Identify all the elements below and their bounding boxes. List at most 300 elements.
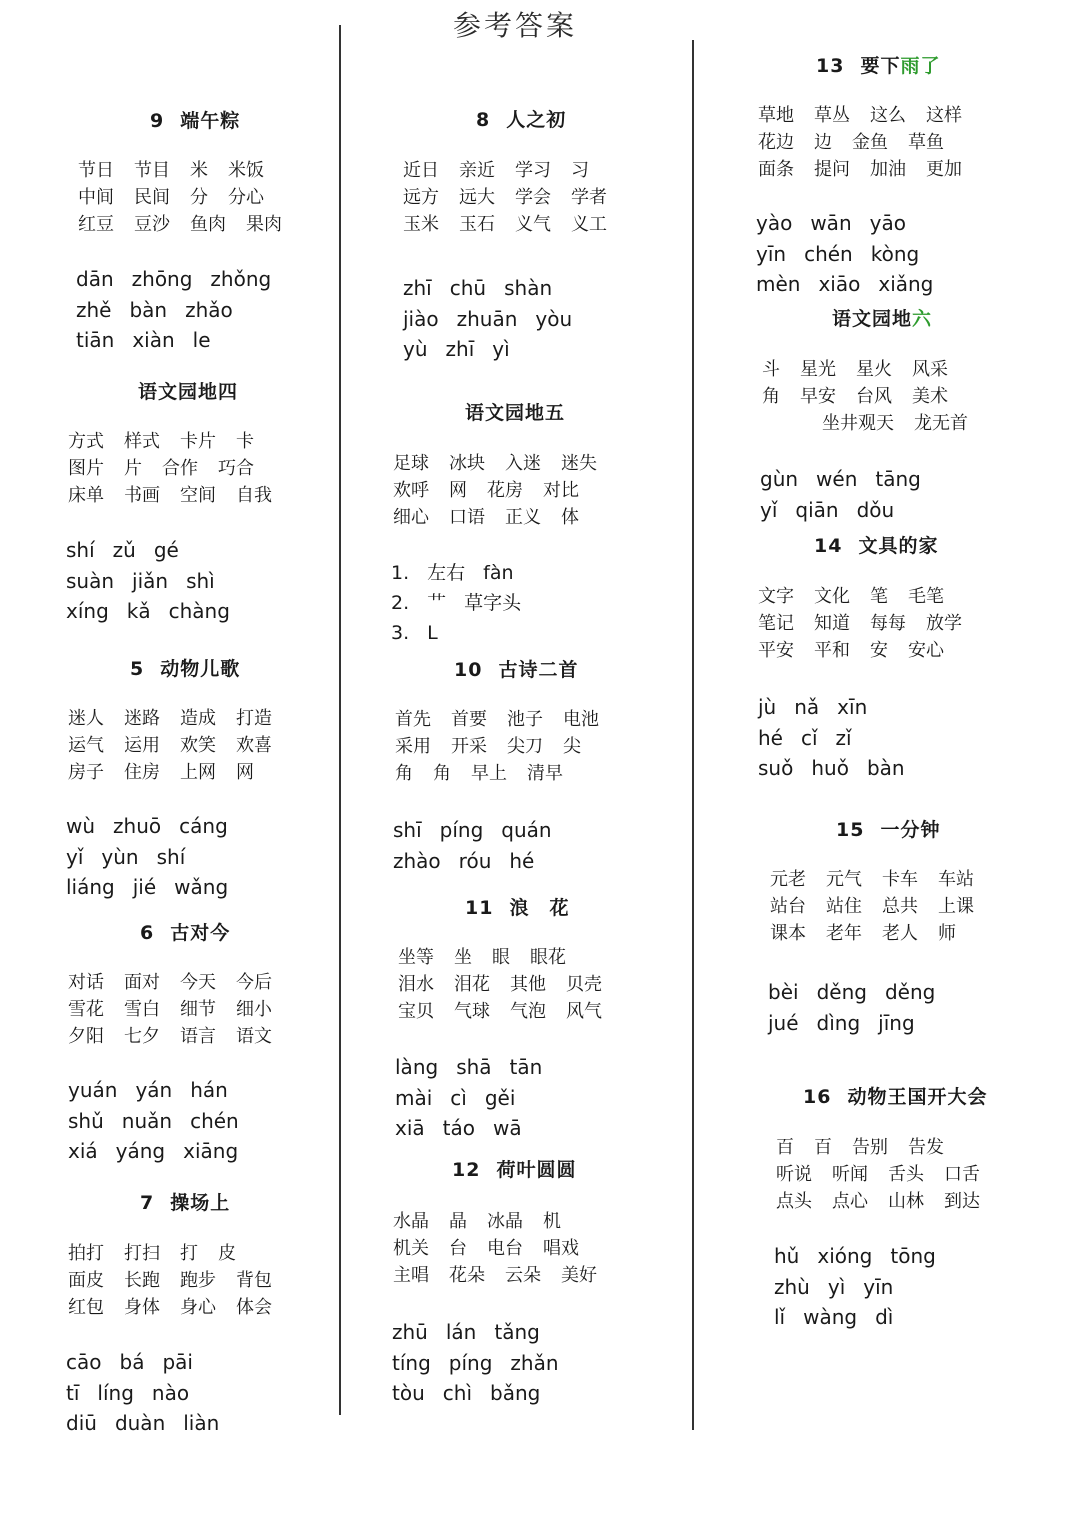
pinyin-list-s9	[76, 264, 289, 356]
section-title-s8	[476, 105, 566, 132]
pinyin-row	[68, 1136, 257, 1167]
word-item: 巧合	[218, 458, 254, 479]
word-item: 文化	[814, 586, 850, 607]
word-item: 安	[870, 640, 888, 661]
word-item: 点心	[832, 1191, 868, 1212]
word-item: 七夕	[124, 1026, 160, 1047]
word-item: 星火	[856, 359, 892, 380]
word-item: 课本	[770, 923, 806, 944]
word-item: 角	[433, 763, 451, 784]
word-item: 义工	[571, 214, 607, 235]
word-row	[758, 102, 982, 129]
word-item: 亲近	[459, 160, 495, 181]
pinyin-item: yòu	[535, 306, 573, 331]
pinyin-item: jù	[758, 695, 777, 719]
pinyin-item: nào	[151, 1380, 190, 1405]
section-title-ywyd4	[138, 377, 238, 404]
word-item: 泪花	[454, 974, 490, 995]
pinyin-row	[76, 325, 289, 356]
word-row	[395, 706, 619, 733]
word-list-ywyd6	[762, 356, 988, 437]
pinyin-item: lǐ	[774, 1305, 786, 1329]
word-row	[393, 450, 617, 477]
pinyin-item: xióng	[817, 1244, 873, 1268]
answer-row	[391, 558, 539, 588]
pinyin-item: xiā	[395, 1116, 425, 1140]
word-item: 对话	[68, 972, 104, 993]
word-item: 平和	[814, 640, 850, 661]
pinyin-item: zǔ	[112, 538, 136, 562]
word-item: 口语	[449, 507, 485, 528]
section-title-s16	[803, 1082, 987, 1109]
pinyin-item: mèn	[756, 272, 801, 296]
pinyin-item: róu	[458, 848, 492, 873]
pinyin-item: wàng	[803, 1305, 858, 1329]
pinyin-item: hán	[190, 1078, 228, 1102]
section-name: 古对今	[170, 922, 231, 944]
word-item: 学者	[571, 187, 607, 208]
answer-item: fàn	[483, 562, 514, 584]
pinyin-row	[774, 1302, 954, 1333]
word-row	[78, 184, 302, 211]
pinyin-item: xiá	[68, 1139, 98, 1163]
word-item: 红豆	[78, 214, 114, 235]
word-item: 身心	[180, 1297, 216, 1318]
word-item: 中间	[78, 187, 114, 208]
section-title-s5	[130, 654, 240, 681]
word-item: 远方	[403, 187, 439, 208]
answer-item: 艹	[427, 592, 447, 614]
pinyin-row	[66, 596, 248, 627]
word-item: 水晶	[393, 1211, 429, 1232]
word-item: 笔	[870, 586, 888, 607]
word-item: 花边	[758, 132, 794, 153]
word-item: 尖	[563, 736, 581, 757]
word-item: 风采	[912, 359, 948, 380]
word-item: 平安	[758, 640, 794, 661]
word-item: 豆沙	[134, 214, 170, 235]
pinyin-row	[68, 1106, 257, 1137]
word-row	[393, 477, 617, 504]
word-list-s14	[758, 583, 982, 664]
word-item: 老人	[882, 923, 918, 944]
word-item: 分	[190, 187, 208, 208]
pinyin-item: kǎ	[126, 599, 151, 623]
word-row	[758, 637, 982, 664]
word-item: 学会	[515, 187, 551, 208]
pinyin-item: yù	[403, 337, 428, 361]
pinyin-item: táo	[442, 1116, 475, 1140]
word-item: 卡片	[180, 431, 216, 452]
pinyin-item: yuán	[68, 1078, 118, 1102]
word-item: 分心	[228, 187, 264, 208]
word-item: 玉米	[403, 214, 439, 235]
column-divider-left	[339, 25, 341, 1415]
word-item: 角	[395, 763, 413, 784]
pinyin-row	[768, 977, 953, 1008]
word-row	[403, 184, 627, 211]
word-item: 龙无首	[914, 413, 968, 434]
pinyin-item: shí	[156, 844, 186, 869]
pinyin-row	[760, 495, 939, 526]
word-item: 主唱	[393, 1265, 429, 1286]
word-list-s6	[68, 969, 292, 1050]
pinyin-row	[758, 692, 923, 723]
pinyin-item: pāi	[162, 1350, 193, 1374]
pinyin-item: bá	[119, 1350, 145, 1374]
pinyin-item: zhuō	[113, 814, 162, 838]
pinyin-item: huǒ	[811, 756, 849, 780]
word-list-s13	[758, 102, 982, 183]
pinyin-item: xiāng	[183, 1139, 239, 1163]
pinyin-list-s13	[756, 208, 951, 300]
word-row	[78, 157, 302, 184]
pinyin-item: yǐ	[66, 844, 84, 869]
pinyin-list-s5	[66, 811, 246, 903]
word-item: 云朵	[505, 1265, 541, 1286]
word-row	[68, 482, 292, 509]
word-row	[68, 1267, 292, 1294]
pinyin-row	[393, 846, 570, 877]
pinyin-item: jué	[768, 1010, 799, 1035]
word-item: 今后	[236, 972, 272, 993]
word-row	[395, 760, 619, 787]
word-item: 雪花	[68, 999, 104, 1020]
word-item: 师	[938, 923, 956, 944]
word-item: 机关	[393, 1238, 429, 1259]
word-row	[776, 1161, 1000, 1188]
pinyin-row	[774, 1241, 954, 1272]
pinyin-list-ywyd4	[66, 535, 248, 627]
answer-item: 2.	[391, 592, 410, 614]
word-item: 花朵	[449, 1265, 485, 1286]
word-item: 眼	[492, 947, 510, 968]
word-item: 夕阳	[68, 1026, 104, 1047]
word-item: 合作	[162, 458, 198, 479]
word-list-s11	[398, 944, 622, 1025]
word-item: 边	[814, 132, 832, 153]
pinyin-list-s6	[68, 1075, 257, 1167]
pinyin-item: jīng	[878, 1010, 915, 1035]
pinyin-item: chū	[449, 276, 487, 300]
word-list-s7	[68, 1240, 292, 1321]
word-item: 宝贝	[398, 1001, 434, 1022]
word-item: 斗	[762, 359, 780, 380]
word-row	[393, 1262, 617, 1289]
word-item: 坐井观天	[822, 413, 894, 434]
pinyin-item: yǐ	[760, 497, 778, 522]
word-item: 节日	[78, 160, 114, 181]
pinyin-row	[758, 753, 923, 784]
word-item: 机	[543, 1211, 561, 1232]
word-row	[68, 1240, 292, 1267]
word-item: 入迷	[505, 453, 541, 474]
pinyin-item: tī	[66, 1380, 80, 1405]
pinyin-item: le	[192, 328, 211, 352]
section-name: 操场上	[170, 1192, 231, 1214]
word-row	[68, 705, 292, 732]
word-item: 远大	[459, 187, 495, 208]
pinyin-item: zhū	[392, 1320, 428, 1344]
section-number: 9	[150, 110, 165, 132]
pinyin-list-s10	[393, 815, 570, 876]
section-title-s10	[454, 655, 578, 682]
word-item: 提问	[814, 159, 850, 180]
word-row	[395, 733, 619, 760]
section-title-s11	[465, 893, 569, 920]
word-item: 民间	[134, 187, 170, 208]
pinyin-item: zhī	[445, 337, 475, 361]
word-item: 迷路	[124, 708, 160, 729]
pinyin-item: liàn	[183, 1411, 220, 1435]
section-title-s13	[816, 51, 940, 78]
word-item: 毛笔	[908, 586, 944, 607]
pinyin-item: xiāo	[818, 272, 861, 296]
word-item: 体会	[236, 1297, 272, 1318]
answer-row	[391, 618, 539, 648]
word-item: 草鱼	[908, 132, 944, 153]
pinyin-item: shì	[186, 568, 215, 593]
pinyin-item: hé	[758, 725, 783, 750]
section-number: 15	[836, 819, 865, 841]
pinyin-item: wān	[810, 211, 852, 235]
word-item: 红包	[68, 1297, 104, 1318]
word-item: 自我	[236, 485, 272, 506]
word-item: 告别	[852, 1137, 888, 1158]
section-name: 一分钟	[880, 819, 941, 841]
pinyin-row	[392, 1378, 577, 1409]
word-item: 细心	[393, 507, 429, 528]
pinyin-row	[66, 535, 248, 566]
word-item: 台风	[856, 386, 892, 407]
section-name: 文具的家	[858, 535, 939, 557]
pinyin-item: lán	[445, 1320, 477, 1344]
pinyin-item: bàn	[129, 297, 168, 322]
word-list-s9	[78, 157, 302, 238]
word-item: 米	[190, 160, 208, 181]
word-row	[758, 129, 982, 156]
pinyin-item: duàn	[114, 1411, 166, 1435]
pinyin-item: píng	[448, 1350, 493, 1375]
word-item: 正义	[505, 507, 541, 528]
section-name: 要下	[860, 55, 901, 77]
word-item: 语文	[236, 1026, 272, 1047]
section-name: 动物王国开大会	[847, 1086, 988, 1108]
pinyin-item: tíng	[392, 1350, 431, 1375]
word-row	[758, 583, 982, 610]
word-item: 站台	[770, 896, 806, 917]
word-item: 元气	[826, 869, 862, 890]
pinyin-item: wén	[816, 467, 858, 491]
pinyin-row	[774, 1272, 954, 1303]
word-item: 书画	[124, 485, 160, 506]
word-item: 到达	[944, 1191, 980, 1212]
pinyin-item: dǒu	[856, 497, 895, 522]
word-item: 身体	[124, 1297, 160, 1318]
pinyin-row	[66, 811, 246, 842]
pinyin-item: cáng	[179, 814, 228, 838]
pinyin-item: chàng	[168, 599, 230, 623]
word-item: 百	[776, 1137, 794, 1158]
pinyin-item: gěi	[484, 1085, 516, 1110]
section-number: 11	[465, 897, 494, 919]
pinyin-item: yāo	[869, 211, 906, 235]
section-name-highlight: 雨了	[900, 55, 941, 77]
word-row	[398, 998, 622, 1025]
pinyin-item: bǎng	[490, 1381, 541, 1405]
pinyin-item: liáng	[66, 875, 115, 899]
section-name: 浪 花	[509, 897, 570, 919]
pinyin-row	[66, 566, 248, 597]
pinyin-row	[392, 1348, 577, 1379]
word-item: 背包	[236, 1270, 272, 1291]
word-row	[762, 356, 988, 383]
word-list-s16	[776, 1134, 1000, 1215]
word-row	[762, 383, 988, 410]
pinyin-row	[758, 723, 923, 754]
word-item: 习	[571, 160, 589, 181]
word-item: 金鱼	[852, 132, 888, 153]
word-item: 这样	[926, 105, 962, 126]
pinyin-item: tān	[509, 1055, 543, 1079]
word-item: 方式	[68, 431, 104, 452]
section-name: 语文园地四	[138, 381, 239, 403]
pinyin-item: xīn	[837, 695, 868, 719]
pinyin-item: chén	[804, 241, 853, 266]
pinyin-item: chì	[442, 1381, 472, 1405]
pinyin-row	[756, 239, 951, 270]
word-item: 空间	[180, 485, 216, 506]
pinyin-item: tǎng	[494, 1320, 540, 1344]
pinyin-item: zhǎn	[510, 1350, 559, 1375]
word-row	[68, 455, 292, 482]
word-item: 清早	[527, 763, 563, 784]
word-item: 告发	[908, 1137, 944, 1158]
word-row	[393, 504, 617, 531]
pinyin-item: yùn	[101, 844, 139, 869]
section-number: 16	[803, 1086, 832, 1108]
pinyin-item: jié	[132, 875, 157, 899]
pinyin-item: dān	[76, 267, 114, 291]
pinyin-row	[66, 1378, 237, 1409]
pinyin-row	[403, 273, 590, 304]
word-item: 知道	[814, 613, 850, 634]
word-item: 欢喜	[236, 735, 272, 756]
word-item: 首要	[451, 709, 487, 730]
pinyin-item: yáng	[115, 1139, 166, 1163]
pinyin-list-s15	[768, 977, 953, 1038]
pinyin-item: tiān	[76, 328, 115, 352]
pinyin-item: dì	[875, 1305, 894, 1329]
pinyin-item: xiǎng	[878, 272, 934, 296]
word-item: 打	[180, 1243, 198, 1264]
section-number: 6	[140, 922, 155, 944]
section-name: 古诗二首	[498, 659, 579, 681]
word-item: 贝壳	[566, 974, 602, 995]
section-title-s12	[452, 1155, 576, 1182]
pinyin-row	[756, 269, 951, 300]
word-row	[403, 211, 627, 238]
word-list-s5	[68, 705, 292, 786]
pinyin-row	[66, 1347, 237, 1378]
word-item: 迷人	[68, 708, 104, 729]
section-number: 13	[816, 55, 845, 77]
pinyin-item: zhù	[774, 1274, 810, 1299]
word-item: 总共	[882, 896, 918, 917]
word-item: 电池	[563, 709, 599, 730]
pinyin-item: bàn	[866, 756, 905, 780]
word-item: 造成	[180, 708, 216, 729]
section-name-highlight: 六	[912, 308, 933, 330]
pinyin-item: kòng	[870, 241, 920, 266]
word-item: 早安	[800, 386, 836, 407]
answer-item: L	[427, 622, 438, 644]
word-row	[398, 971, 622, 998]
word-item: 开采	[451, 736, 487, 757]
pinyin-item: chén	[190, 1108, 239, 1133]
word-item: 近日	[403, 160, 439, 181]
pinyin-item: zhǒng	[210, 267, 272, 291]
word-row	[770, 866, 994, 893]
pinyin-row	[395, 1113, 560, 1144]
word-item: 运用	[124, 735, 160, 756]
word-item: 这么	[870, 105, 906, 126]
word-item: 气泡	[510, 1001, 546, 1022]
section-number: 10	[454, 659, 483, 681]
word-item: 听闻	[832, 1164, 868, 1185]
section-number: 14	[814, 535, 843, 557]
pinyin-item: yīn	[756, 241, 787, 266]
word-item: 听说	[776, 1164, 812, 1185]
word-item: 足球	[393, 453, 429, 474]
answer-row	[391, 588, 539, 618]
word-item: 床单	[68, 485, 104, 506]
pinyin-item: xíng	[66, 599, 109, 623]
word-item: 文字	[758, 586, 794, 607]
word-item: 电台	[487, 1238, 523, 1259]
word-item: 星光	[800, 359, 836, 380]
pinyin-row	[76, 295, 289, 326]
word-row	[78, 211, 302, 238]
pinyin-item: shǔ	[68, 1108, 104, 1133]
pinyin-row	[756, 208, 951, 239]
word-item: 样式	[124, 431, 160, 452]
section-title-s14	[814, 531, 938, 558]
word-item: 鱼肉	[190, 214, 226, 235]
word-item: 老年	[826, 923, 862, 944]
word-list-s10	[395, 706, 619, 787]
word-item: 玉石	[459, 214, 495, 235]
word-list-s15	[770, 866, 994, 947]
word-item: 其他	[510, 974, 546, 995]
pinyin-row	[760, 464, 939, 495]
word-item: 花房	[487, 480, 523, 501]
word-row	[776, 1134, 1000, 1161]
word-item: 尖刀	[507, 736, 543, 757]
word-item: 口舌	[944, 1164, 980, 1185]
section-name: 语文园地五	[465, 402, 566, 424]
word-item: 细节	[180, 999, 216, 1020]
word-row	[393, 1235, 617, 1262]
word-item: 采用	[395, 736, 431, 757]
word-item: 打扫	[124, 1243, 160, 1264]
word-list-s12	[393, 1208, 617, 1289]
answer-item: 左右	[427, 562, 466, 584]
word-item: 学习	[515, 160, 551, 181]
word-list-s8	[403, 157, 627, 238]
pinyin-row	[392, 1317, 577, 1348]
word-item: 运气	[68, 735, 104, 756]
